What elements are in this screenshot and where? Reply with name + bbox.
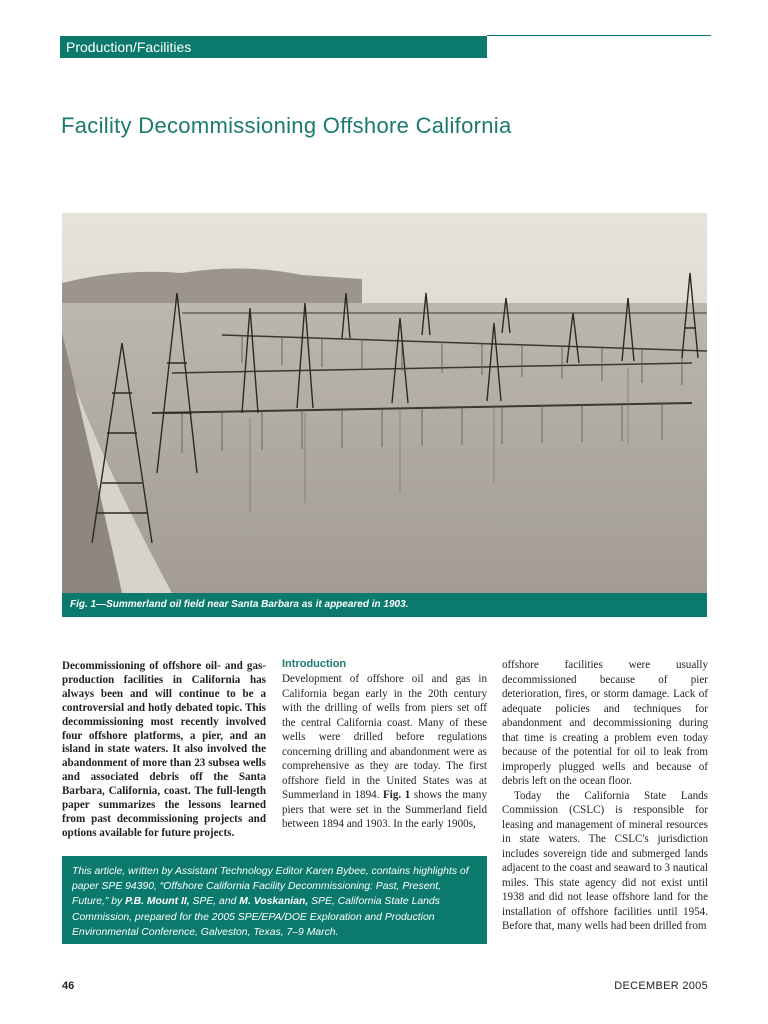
info-author-1: P.B. Mount II, (125, 896, 190, 908)
abstract-text: Decommissioning of offshore oil- and gas-production facilities in California has always been and will continue to be a controversial and hotly debated topic. This decommissioning most recently involved four offshore platforms, a pier, and an island in state waters. It also involved the abandonment of more than 23 subsea wells and associated debris off the Santa Barbara, California, coast. The full-length paper summarizes the lessons learned from past decommissioning projects and options available for future projects. (62, 660, 266, 839)
info-author-2: M. Voskanian, (239, 896, 309, 908)
introduction-heading: Introduction (282, 658, 347, 670)
introduction-column-2 (282, 672, 487, 832)
info-text-3: SPE, California State Lands Commission, prepared for the 2005 SPE/EPA/DOE Exploration and Production Environmental Conference, Galveston, Texas, 7–9 March. (72, 896, 440, 938)
page-number: 46 (62, 980, 75, 992)
intro-text-part2: shows the many piers that were set in the Summerland field between 1894 and 1903. In the early 1900s, (282, 789, 487, 830)
article-info-box (62, 856, 487, 944)
intro-continuation: offshore facilities were usually decommissioned because of pier deterioration, fires, or storm damage. Lack of adequate policies and techniques for abandonment and decommissioning during that time is creating a problem even today because of the potential for oil to leak from improperly plugged wells and because of debris left on the ocean floor. (502, 659, 708, 787)
fig-reference: Fig. 1 (383, 789, 411, 801)
article-title: Facility Decommissioning Offshore California (61, 113, 512, 138)
figure-photo (62, 213, 707, 593)
section-header: Production/Facilities (60, 36, 487, 58)
intro-text-part1: Development of offshore oil and gas in California began early in the 20th century with the drilling of wells from piers set off the central California coast. Many of these wells were drilled before regulations concerning drilling and abandonment were as comprehensive as they are today. The first offshore field in the United States was at Summerland in 1894. (282, 673, 487, 801)
introduction-column-3 (502, 658, 708, 934)
intro-paragraph-2: Today the California State Lands Commission (CSLC) is responsible for leasing and management of mineral resources in state waters. The CSLC's jurisdiction includes sovereign tide and submerged lands adjacent to the coast and seaward to 3 nautical miles. This state agency did not exist until 1938 and did not lease offshore land for the installation of offshore facilities until 1954. Before that, many wells had been drilled from (502, 789, 708, 932)
info-text-1: This article, written by Assistant Technology Editor Karen Bybee, contains highlights of paper SPE 94390, “Offshore California Facility Decommissioning: Past, Present, Future,” by (72, 866, 469, 908)
figure-caption: Fig. 1—Summerland oil field near Santa Barbara as it appeared in 1903. (62, 593, 707, 617)
issue-date: DECEMBER 2005 (614, 980, 708, 992)
header-rule (487, 35, 711, 36)
info-text-2: SPE, and (189, 896, 240, 908)
